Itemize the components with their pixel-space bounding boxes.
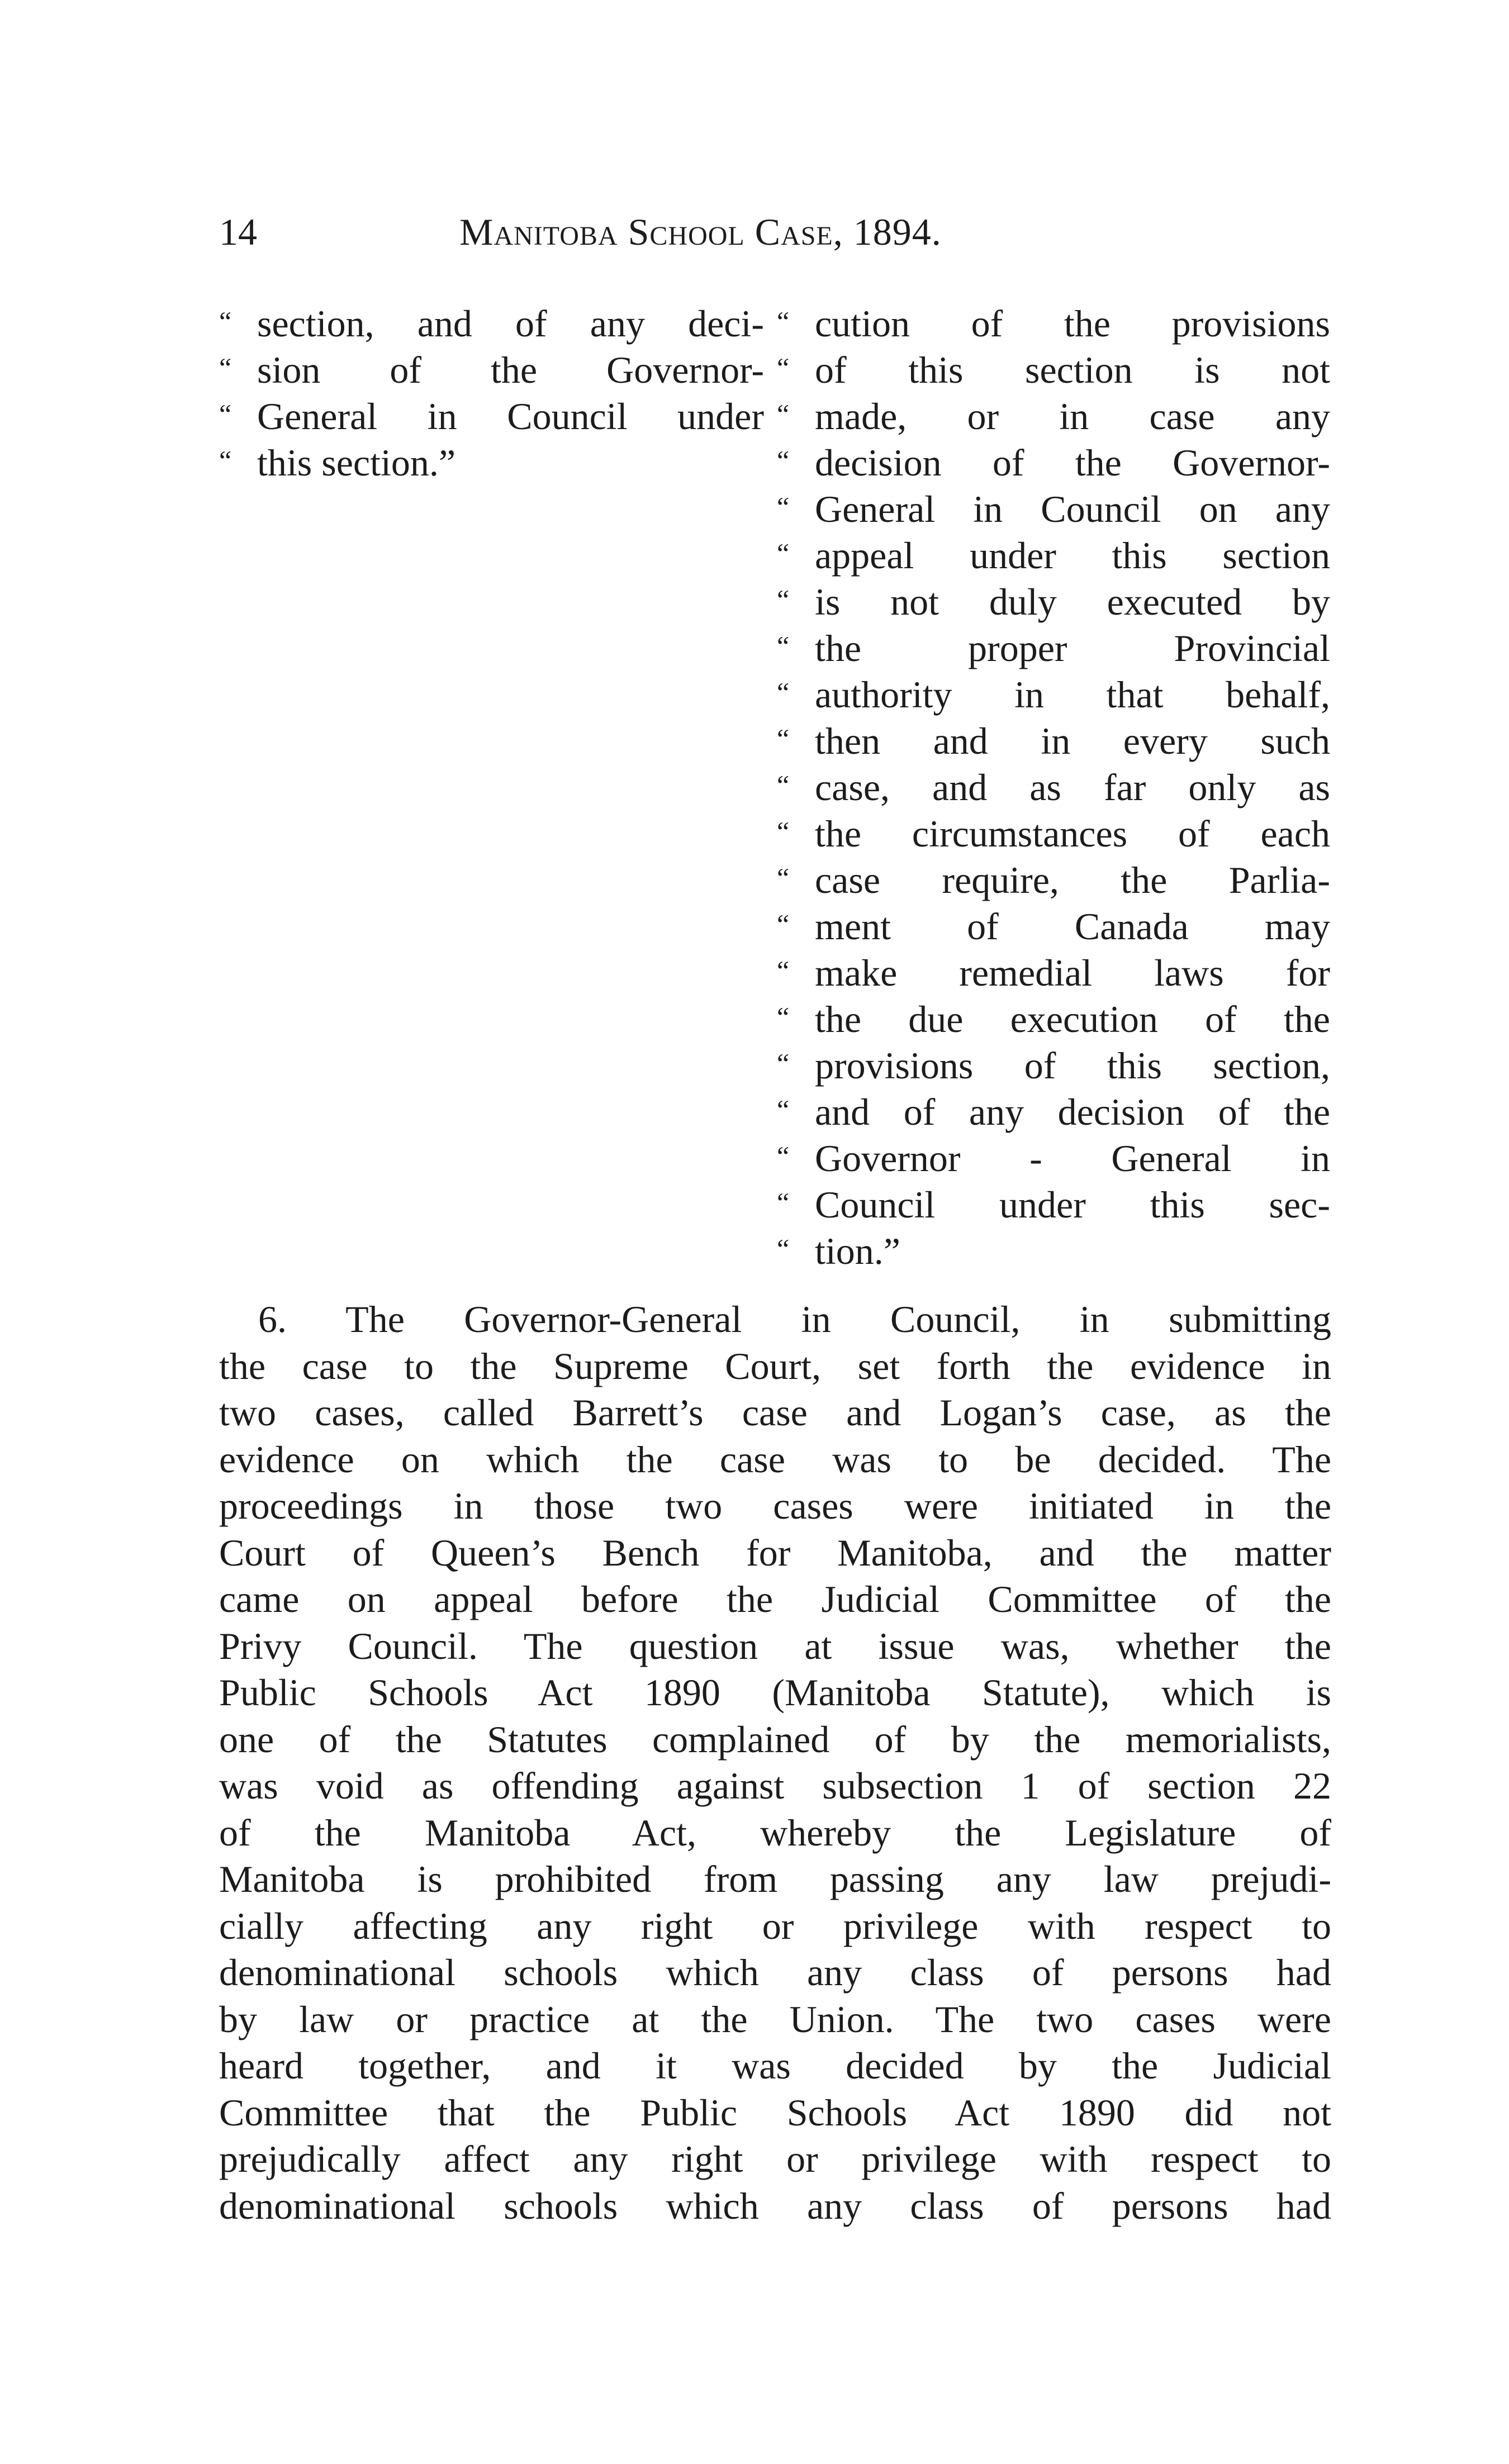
quote-line-text: decision of the Governor- [815,441,1330,484]
quote-line-text: then and in every such [815,720,1330,762]
quote-mark: “ [777,445,790,476]
quote-mark: “ [777,537,790,569]
quote-line-text: make remedial laws for [815,952,1330,994]
quote-line [777,301,1330,347]
quote-line-text: the proper Provincial [815,627,1330,669]
quote-line [777,440,1330,486]
quote-line [777,1182,1330,1228]
running-head [219,207,1331,257]
quote-line [777,579,1330,625]
quote-line [219,393,764,440]
quote-mark: “ [777,862,790,893]
quote-mark: “ [777,1094,790,1125]
paragraph-line: cially affecting any right or privilege with respect to [219,1904,1331,1947]
quote-line [219,301,764,347]
quote-line-text: and of any decision of the [815,1091,1330,1133]
paragraph-line: Manitoba is prohibited from passing any law prejudi- [219,1858,1331,1900]
quote-mark: “ [777,677,790,708]
quote-line [777,811,1330,857]
quote-line [777,950,1330,996]
quote-mark: “ [219,398,232,430]
quote-line [219,440,764,486]
quote-line [777,718,1330,764]
quote-line-text: section, and of any deci- [257,302,764,345]
quote-mark: “ [219,352,232,383]
quote-mark: “ [777,491,790,522]
paragraph-line: 6. The Governor-General in Council, in submitting [258,1298,1331,1340]
quote-mark: “ [777,1048,790,1079]
paragraph-line: Court of Queen’s Bench for Manitoba, and the matter [219,1531,1331,1574]
quote-mark: “ [777,816,790,847]
quote-line-text: General in Council under [257,395,764,437]
quote-line [777,857,1330,903]
quote-mark: “ [777,584,790,615]
paragraph-6 [219,1296,1331,2229]
paragraph-line: Public Schools Act 1890 (Manitoba Statute), which is [219,1671,1331,1714]
quote-line-text: this section.” [257,441,456,484]
quote-line-text: sion of the Governor- [257,349,764,391]
quote-line-text: case, and as far only as [815,766,1330,808]
paragraph-line: prejudically affect any right or privilege with respect to [219,2138,1331,2180]
quote-line [777,1089,1330,1135]
quote-line [777,764,1330,811]
quote-line [777,996,1330,1043]
paragraph-line: Committee that the Public Schools Act 1890 did not [219,2091,1331,2134]
quote-mark: “ [777,1187,790,1218]
quote-line-text: ment of Canada may [815,905,1330,948]
quote-line-text: Council under this sec- [815,1183,1330,1226]
quote-line [777,532,1330,579]
quote-line [777,1043,1330,1089]
quote-line [219,347,764,393]
quote-mark: “ [777,630,790,662]
paragraph-line: the case to the Supreme Court, set forth the evidence in [219,1344,1331,1387]
quote-line [777,1228,1330,1274]
quote-line-text: authority in that behalf, [815,673,1330,716]
paragraph-line: evidence on which the case was to be decided. The [219,1438,1331,1481]
quote-mark: “ [777,955,790,986]
paragraph-line: heard together, and it was decided by the Judicial [219,2044,1331,2087]
quote-line [777,486,1330,532]
paragraph-line: Privy Council. The question at issue was, whether the [219,1624,1331,1667]
running-title: Manitoba School Case, 1894. [459,211,942,253]
paragraph-line: one of the Statutes complained of by the memorialists, [219,1718,1331,1761]
paragraph-line: was void as offending against subsection 1 of section 22 [219,1764,1331,1807]
paragraph-line: by law or practice at the Union. The two cases were [219,1997,1331,2040]
quote-mark: “ [777,352,790,383]
quote-line [777,347,1330,393]
quote-line-text: is not duly executed by [815,581,1330,623]
quote-mark: “ [219,445,232,476]
quote-mark: “ [777,1001,790,1033]
quote-line-text: provisions of this section, [815,1044,1330,1087]
quote-line-text: made, or in case any [815,395,1330,437]
quote-mark: “ [777,1140,790,1172]
quote-line-text: Governor - General in [815,1137,1330,1179]
paragraph-line: two cases, called Barrett’s case and Logan’s case, as the [219,1391,1331,1434]
quote-line [777,1135,1330,1182]
quote-line [777,903,1330,950]
quote-line-text: appeal under this section [815,534,1330,577]
paragraph-line: came on appeal before the Judicial Committee of the [219,1578,1331,1620]
quote-mark: “ [777,1233,790,1264]
page-number: 14 [219,211,257,253]
quote-line [777,672,1330,718]
quote-line-text: the due execution of the [815,998,1330,1040]
paragraph-line: denominational schools which any class of persons had [219,2184,1331,2227]
quote-mark: “ [777,908,790,940]
quote-mark: “ [777,769,790,801]
paragraph-line: proceedings in those two cases were initiated in the [219,1485,1331,1527]
quote-line-text: the circumstances of each [815,812,1330,855]
quote-mark: “ [219,306,232,337]
right-quote-column [777,301,1330,1274]
quote-line-text: cution of the provisions [815,302,1330,345]
left-quote-column [219,301,764,486]
paragraph-line: of the Manitoba Act, whereby the Legislature of [219,1811,1331,1854]
quote-line-text: case require, the Parlia- [815,859,1330,901]
quote-line-text: General in Council on any [815,488,1330,530]
quote-mark: “ [777,723,790,754]
quote-mark: “ [777,306,790,337]
quote-line-text: tion.” [815,1230,900,1272]
quote-line [777,625,1330,672]
quote-line [777,393,1330,440]
quote-mark: “ [777,398,790,430]
paragraph-line: denominational schools which any class of persons had [219,1951,1331,1994]
quote-line-text: of this section is not [815,349,1330,391]
